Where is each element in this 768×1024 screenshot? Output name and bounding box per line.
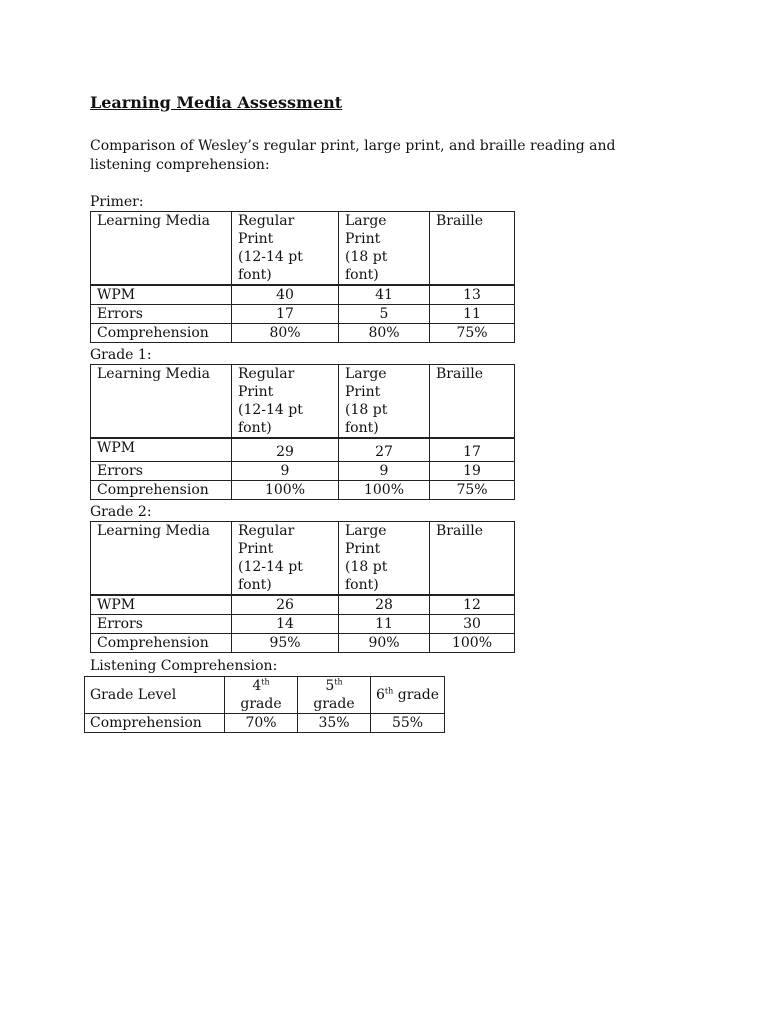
regular-print-value: 40 bbox=[232, 285, 339, 305]
header-learning-media: Learning Media bbox=[91, 522, 232, 596]
table-row bbox=[91, 634, 515, 653]
row-label: Comprehension bbox=[91, 634, 232, 653]
row-label: Comprehension bbox=[91, 480, 232, 499]
large-print-value: 9 bbox=[339, 461, 430, 480]
row-label: Comprehension bbox=[85, 714, 225, 733]
braille-value: 12 bbox=[430, 595, 515, 615]
row-label: Errors bbox=[91, 461, 232, 480]
header-5th-grade: 5th grade bbox=[298, 677, 371, 714]
table-row bbox=[91, 461, 515, 480]
row-label: WPM bbox=[91, 438, 232, 461]
braille-value: 100% bbox=[430, 634, 515, 653]
regular-print-value: 80% bbox=[232, 324, 339, 343]
primer-table bbox=[90, 211, 515, 343]
large-print-value: 28 bbox=[339, 595, 430, 615]
grade2-label: Grade 2: bbox=[90, 504, 152, 520]
table-row bbox=[91, 305, 515, 324]
table-header-row bbox=[91, 212, 515, 286]
large-print-value: 27 bbox=[339, 438, 430, 461]
table-row bbox=[91, 595, 515, 615]
row-label: WPM bbox=[91, 285, 232, 305]
grade1-label: Grade 1: bbox=[90, 347, 152, 363]
regular-print-value: 14 bbox=[232, 615, 339, 634]
intro-paragraph: Comparison of Wesley’s regular print, large print, and braille reading and listening comprehension: bbox=[90, 138, 616, 173]
header-braille: Braille bbox=[430, 522, 515, 596]
table-row bbox=[91, 480, 515, 499]
table-header-row bbox=[91, 365, 515, 439]
row-label: WPM bbox=[91, 595, 232, 615]
large-print-value: 80% bbox=[339, 324, 430, 343]
braille-value: 13 bbox=[430, 285, 515, 305]
header-learning-media: Learning Media bbox=[91, 365, 232, 439]
table-row bbox=[85, 714, 445, 733]
braille-value: 75% bbox=[430, 324, 515, 343]
grade4-value: 70% bbox=[225, 714, 298, 733]
large-print-value: 90% bbox=[339, 634, 430, 653]
table-row bbox=[91, 285, 515, 305]
table-row bbox=[91, 438, 515, 461]
listening-table bbox=[84, 676, 445, 733]
braille-value: 75% bbox=[430, 480, 515, 499]
large-print-value: 41 bbox=[339, 285, 430, 305]
header-grade-level: Grade Level bbox=[85, 677, 225, 714]
header-regular-print: Regular Print (12-14 pt font) bbox=[232, 212, 339, 286]
braille-value: 17 bbox=[430, 438, 515, 461]
listening-label: Listening Comprehension: bbox=[90, 658, 278, 674]
regular-print-value: 100% bbox=[232, 480, 339, 499]
row-label: Comprehension bbox=[91, 324, 232, 343]
table-header-row bbox=[85, 677, 445, 714]
grade6-value: 55% bbox=[371, 714, 445, 733]
row-label: Errors bbox=[91, 615, 232, 634]
header-regular-print: Regular Print (12-14 pt font) bbox=[232, 522, 339, 596]
large-print-value: 5 bbox=[339, 305, 430, 324]
header-learning-media: Learning Media bbox=[91, 212, 232, 286]
grade1-table bbox=[90, 364, 515, 500]
regular-print-value: 29 bbox=[232, 438, 339, 461]
header-braille: Braille bbox=[430, 365, 515, 439]
regular-print-value: 9 bbox=[232, 461, 339, 480]
primer-label: Primer: bbox=[90, 194, 144, 210]
braille-value: 11 bbox=[430, 305, 515, 324]
table-row bbox=[91, 324, 515, 343]
page-title: Learning Media Assessment bbox=[90, 93, 343, 112]
braille-value: 19 bbox=[430, 461, 515, 480]
header-braille: Braille bbox=[430, 212, 515, 286]
header-4th-grade: 4th grade bbox=[225, 677, 298, 714]
header-regular-print: Regular Print (12-14 pt font) bbox=[232, 365, 339, 439]
regular-print-value: 95% bbox=[232, 634, 339, 653]
regular-print-value: 17 bbox=[232, 305, 339, 324]
grade5-value: 35% bbox=[298, 714, 371, 733]
regular-print-value: 26 bbox=[232, 595, 339, 615]
row-label: Errors bbox=[91, 305, 232, 324]
header-large-print: Large Print (18 pt font) bbox=[339, 365, 430, 439]
header-large-print: Large Print (18 pt font) bbox=[339, 522, 430, 596]
large-print-value: 11 bbox=[339, 615, 430, 634]
header-6th-grade: 6th grade bbox=[371, 677, 445, 714]
table-row bbox=[91, 615, 515, 634]
large-print-value: 100% bbox=[339, 480, 430, 499]
header-large-print: Large Print (18 pt font) bbox=[339, 212, 430, 286]
table-header-row bbox=[91, 522, 515, 596]
grade2-table bbox=[90, 521, 515, 653]
braille-value: 30 bbox=[430, 615, 515, 634]
